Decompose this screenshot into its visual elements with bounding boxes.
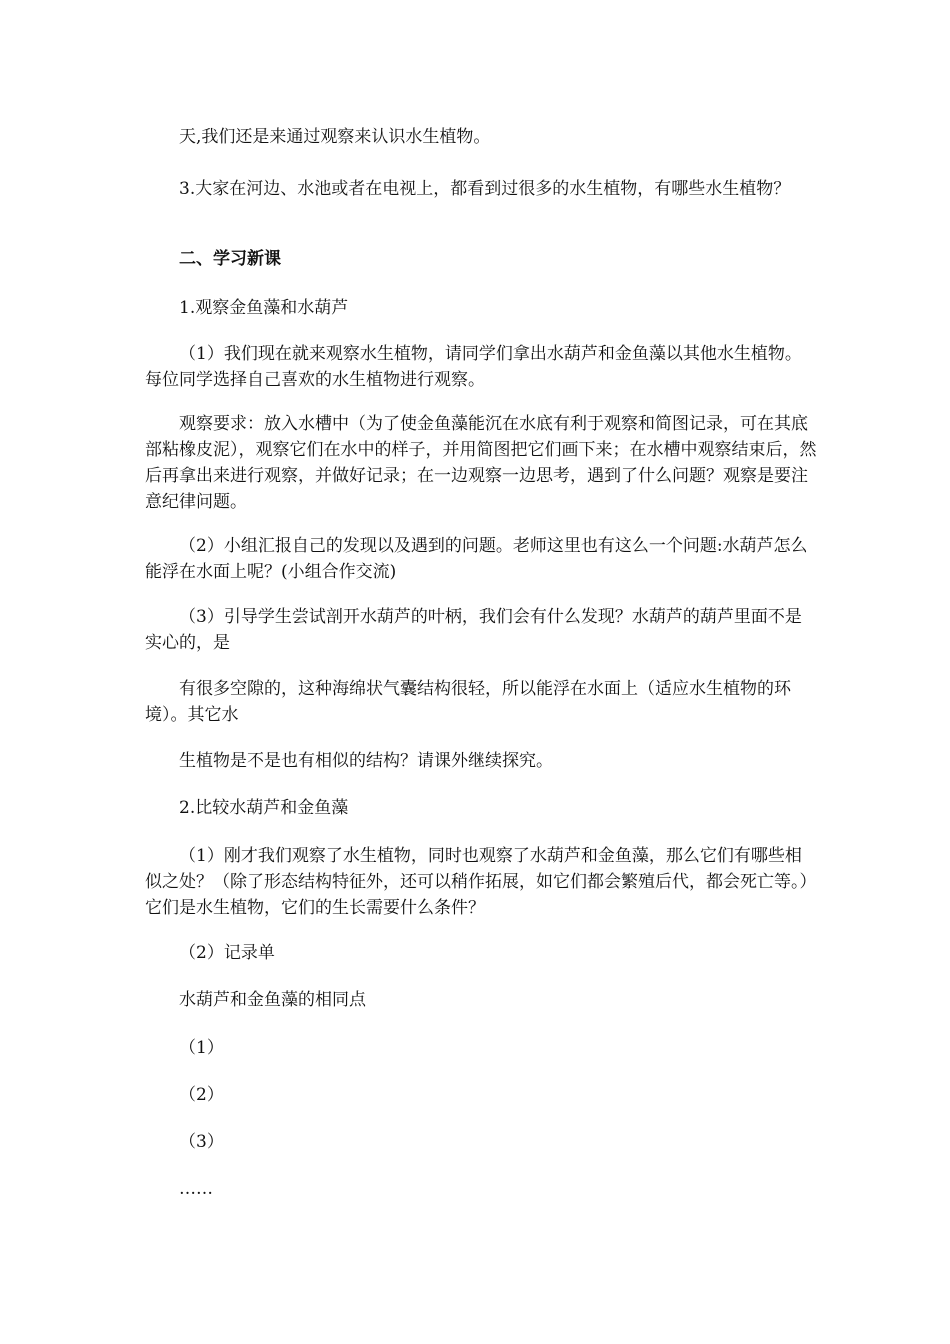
paragraph-question-3: 3.大家在河边、水池或者在电视上，都看到过很多的水生植物，有哪些水生植物？ (179, 179, 791, 199)
paragraph-common-points: 水葫芦和金鱼藻的相同点 (179, 990, 366, 1010)
subheading-compare: 2.比较水葫芦和金鱼藻 (179, 798, 349, 818)
paragraph-observe-2: （2）小组汇报自己的发现以及遇到的问题。老师这里也有这么一个问题:水葫芦怎么能浮在水面上呢？(小组合作交流) (145, 536, 808, 582)
section-heading-new-lesson: 二、学习新课 (179, 249, 281, 269)
list-item-2: （2） (179, 1085, 224, 1105)
list-ellipsis: …… (179, 1179, 213, 1199)
paragraph-intro-end: 天,我们还是来通过观察来认识水生植物。 (179, 127, 491, 147)
paragraph-observe-3-end: 生植物是不是也有相似的结构？请课外继续探究。 (179, 751, 553, 771)
paragraph-record-sheet: （2）记录单 (179, 943, 275, 963)
subheading-observe: 1.观察金鱼藻和水葫芦 (179, 298, 349, 318)
list-item-1: （1） (179, 1038, 224, 1058)
paragraph-observe-3: （3）引导学生尝试剖开水葫芦的叶柄，我们会有什么发现？水葫芦的葫芦里面不是实心的，是 (145, 607, 802, 653)
list-item-3: （3） (179, 1132, 224, 1152)
paragraph-observe-requirements: 观察要求：放入水槽中（为了使金鱼藻能沉在水底有利于观察和简图记录，可在其底部粘橡皮泥），观察它们在水中的样子，并用简图把它们画下来；在水槽中观察结束后，然后再拿出来进行观察，并做好记录；在一边观察一边思考，遇到了什么问题？观察是要注意纪律问题。 (145, 414, 817, 512)
paragraph-compare-1: （1）刚才我们观察了水生植物，同时也观察了水葫芦和金鱼藻，那么它们有哪些相似之处？（除了形态结构特征外，还可以稍作拓展，如它们都会繁殖后代，都会死亡等。）它们是水生植物，它们的生长需要什么条件？ (145, 846, 817, 918)
paragraph-observe-3-cont: 有很多空隙的，这种海绵状气囊结构很轻，所以能浮在水面上（适应水生植物的环境）。其它水 (145, 679, 791, 725)
paragraph-observe-1: （1）我们现在就来观察水生植物，请同学们拿出水葫芦和金鱼藻以其他水生植物。每位同学选择自己喜欢的水生植物进行观察。 (145, 344, 802, 390)
